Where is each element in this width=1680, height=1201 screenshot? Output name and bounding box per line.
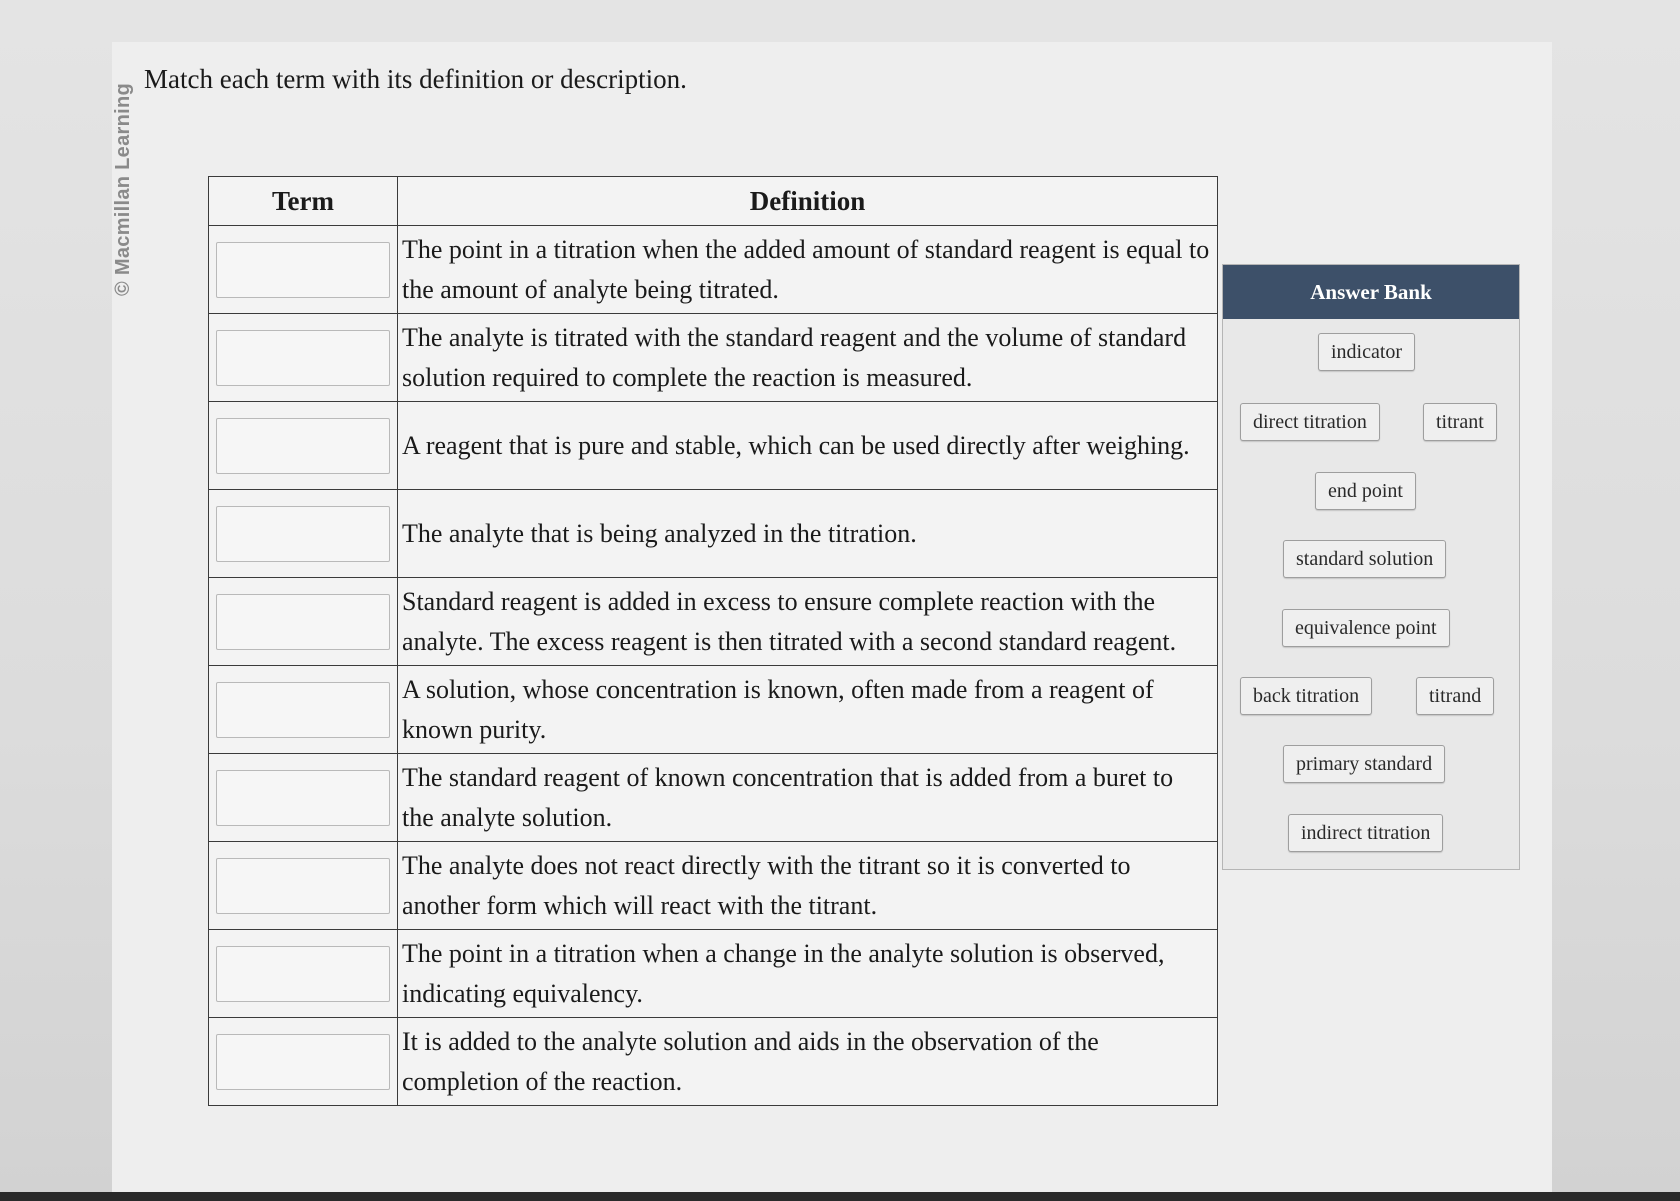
definition-column-header: Definition: [398, 177, 1218, 226]
answer-chip-direct-titration[interactable]: direct titration: [1240, 403, 1380, 441]
table-row: [209, 666, 1218, 754]
table-row: [209, 930, 1218, 1018]
term-drop-zone-6[interactable]: [216, 682, 390, 738]
answer-chip-indicator[interactable]: indicator: [1318, 333, 1415, 371]
term-cell: [209, 226, 398, 314]
table-row: [209, 226, 1218, 314]
term-cell: [209, 1018, 398, 1106]
matching-table: [208, 176, 1218, 1106]
table-row: [209, 842, 1218, 930]
definition-cell: The analyte is titrated with the standard reagent and the volume of standard solution required to complete the reaction is measured.: [398, 314, 1218, 402]
term-cell: [209, 666, 398, 754]
table-header-row: [209, 177, 1218, 226]
answer-chip-titrant[interactable]: titrant: [1423, 403, 1497, 441]
term-drop-zone-3[interactable]: [216, 418, 390, 474]
term-column-header: Term: [209, 177, 398, 226]
term-drop-zone-5[interactable]: [216, 594, 390, 650]
term-cell: [209, 930, 398, 1018]
table-row: [209, 402, 1218, 490]
term-drop-zone-4[interactable]: [216, 506, 390, 562]
copyright-watermark: © Macmillan Learning: [112, 82, 134, 296]
term-drop-zone-9[interactable]: [216, 946, 390, 1002]
definition-cell: The point in a titration when a change in the analyte solution is observed, indicating equivalency.: [398, 930, 1218, 1018]
term-drop-zone-7[interactable]: [216, 770, 390, 826]
answer-bank: [1222, 264, 1520, 870]
term-drop-zone-8[interactable]: [216, 858, 390, 914]
answer-chip-titrand[interactable]: titrand: [1416, 677, 1494, 715]
question-prompt: Match each term with its definition or description.: [144, 64, 687, 94]
definition-cell: It is added to the analyte solution and aids in the observation of the completion of the reaction.: [398, 1018, 1218, 1106]
answer-chip-equivalence-point[interactable]: equivalence point: [1282, 609, 1450, 647]
definition-cell: A solution, whose concentration is known, often made from a reagent of known purity.: [398, 666, 1218, 754]
term-cell: [209, 490, 398, 578]
term-cell: [209, 402, 398, 490]
definition-cell: The standard reagent of known concentration that is added from a buret to the analyte solution.: [398, 754, 1218, 842]
term-cell: [209, 754, 398, 842]
definition-cell: The analyte does not react directly with the titrant so it is converted to another form which will react with the titrant.: [398, 842, 1218, 930]
answer-bank-title: Answer Bank: [1223, 265, 1519, 319]
answer-chip-standard-solution[interactable]: standard solution: [1283, 540, 1446, 578]
answer-chip-end-point[interactable]: end point: [1315, 472, 1416, 510]
answer-chip-back-titration[interactable]: back titration: [1240, 677, 1372, 715]
answer-chip-primary-standard[interactable]: primary standard: [1283, 745, 1445, 783]
table-row: [209, 314, 1218, 402]
term-drop-zone-10[interactable]: [216, 1034, 390, 1090]
definition-cell: A reagent that is pure and stable, which can be used directly after weighing.: [398, 402, 1218, 490]
term-drop-zone-1[interactable]: [216, 242, 390, 298]
term-cell: [209, 314, 398, 402]
definition-cell: The analyte that is being analyzed in the titration.: [398, 490, 1218, 578]
table-row: [209, 1018, 1218, 1106]
definition-cell: The point in a titration when the added amount of standard reagent is equal to the amount of analyte being titrated.: [398, 226, 1218, 314]
term-drop-zone-2[interactable]: [216, 330, 390, 386]
table-row: [209, 754, 1218, 842]
term-cell: [209, 842, 398, 930]
definition-cell: Standard reagent is added in excess to ensure complete reaction with the analyte. The excess reagent is then titrated with a second standard reagent.: [398, 578, 1218, 666]
term-cell: [209, 578, 398, 666]
table-row: [209, 490, 1218, 578]
table-row: [209, 578, 1218, 666]
monitor-bezel: [0, 1192, 1680, 1201]
answer-chip-indirect-titration[interactable]: indirect titration: [1288, 814, 1443, 852]
